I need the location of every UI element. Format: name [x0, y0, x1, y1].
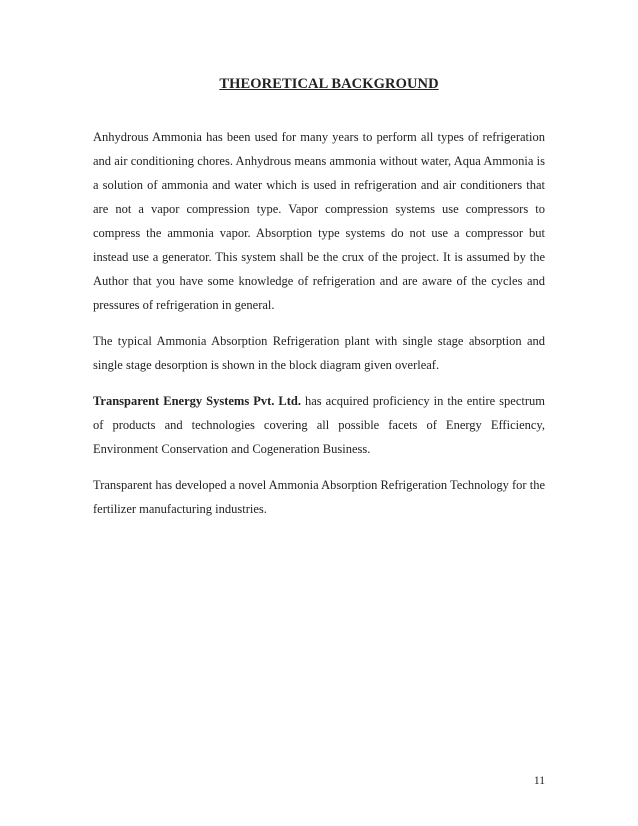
paragraph-company-text: has acquired proficiency in the entire spectrum of products and technologies covering all possible facets of Energy Efficiency, Environment Conservation and Cogeneration Business.	[93, 394, 545, 456]
paragraph-novel-technology: Transparent has developed a novel Ammonia Absorption Refrigeration Technology for the fertilizer manufacturing industries.	[93, 478, 545, 516]
paragraph-absorption-plant: The typical Ammonia Absorption Refrigeration plant with single stage absorption and single stage desorption is shown in the block diagram given overleaf.	[93, 334, 545, 372]
section-title: THEORETICAL BACKGROUND	[219, 76, 439, 92]
paragraph-company-proficiency	[93, 389, 545, 461]
paragraph-anhydrous-ammonia: Anhydrous Ammonia has been used for many years to perform all types of refrigeration and air conditioning chores. Anhydrous means ammonia without water, Aqua Ammonia is a solution of ammonia and water which is used in refrigeration and air conditioners that are not a vapor compression type. Vapor compression systems use compressors to compress the ammonia vapor. Absorption type systems do not use a compressor but instead use a generator. This system shall be the crux of the project. It is assumed by the Author that you have some knowledge of refrigeration and are aware of the cycles and pressures of refrigeration in general.	[93, 130, 545, 312]
company-name: Transparent Energy Systems Pvt. Ltd.	[93, 394, 301, 408]
page-number: 11	[533, 775, 545, 787]
